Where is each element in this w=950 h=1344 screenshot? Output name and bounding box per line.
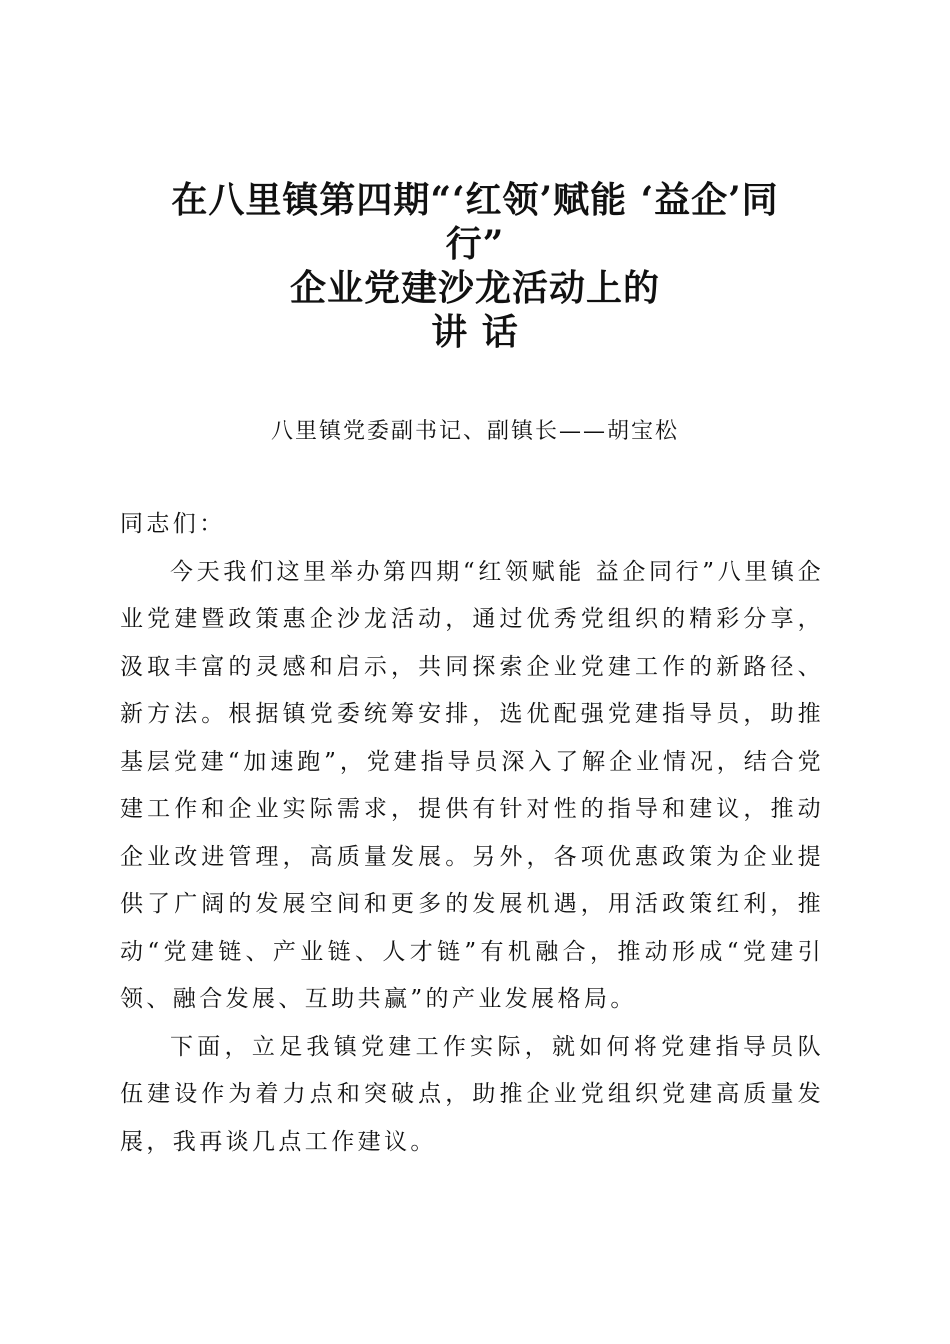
document-title — [110, 178, 840, 354]
salutation: 同志们： — [120, 511, 226, 537]
title-line: 企业党建沙龙活动上的 — [289, 267, 660, 309]
speech-body — [120, 501, 824, 1166]
body-paragraph: 下面，立足我镇党建工作实际，就如何将党建指导员队伍建设作为着力点和突破点，助推企业党组织党建高质量发展，我再谈几点工作建议。 — [120, 1033, 824, 1155]
body-paragraph: 今天我们这里举办第四期“红领赋能 益企同行”八里镇企业党建暨政策惠企沙龙活动，通过优秀党组织的精彩分享，汲取丰富的灵感和启示，共同探索企业党建工作的新路径、新方法。根据镇党委统筹安排，选优配强党建指导员，助推基层党建“加速跑”，党建指导员深入了解企业情况，结合党建工作和企业实际需求，提供有针对性的指导和建议，推动企业改进管理，高质量发展。另外，各项优惠政策为企业提供了广阔的发展空间和更多的发展机遇，用活政策红利，推动“党建链、产业链、人才链”有机融合，推动形成“党建引领、融合发展、互助共赢”的产业发展格局。 — [120, 558, 824, 1012]
title-line: 讲 话 — [431, 311, 519, 353]
speaker-byline: 八里镇党委副书记、副镇长——胡宝松 — [270, 419, 679, 444]
title-line: 行” — [445, 223, 505, 265]
title-line: 在八里镇第四期“‘红领’赋能 ‘益企’同 — [171, 179, 779, 221]
